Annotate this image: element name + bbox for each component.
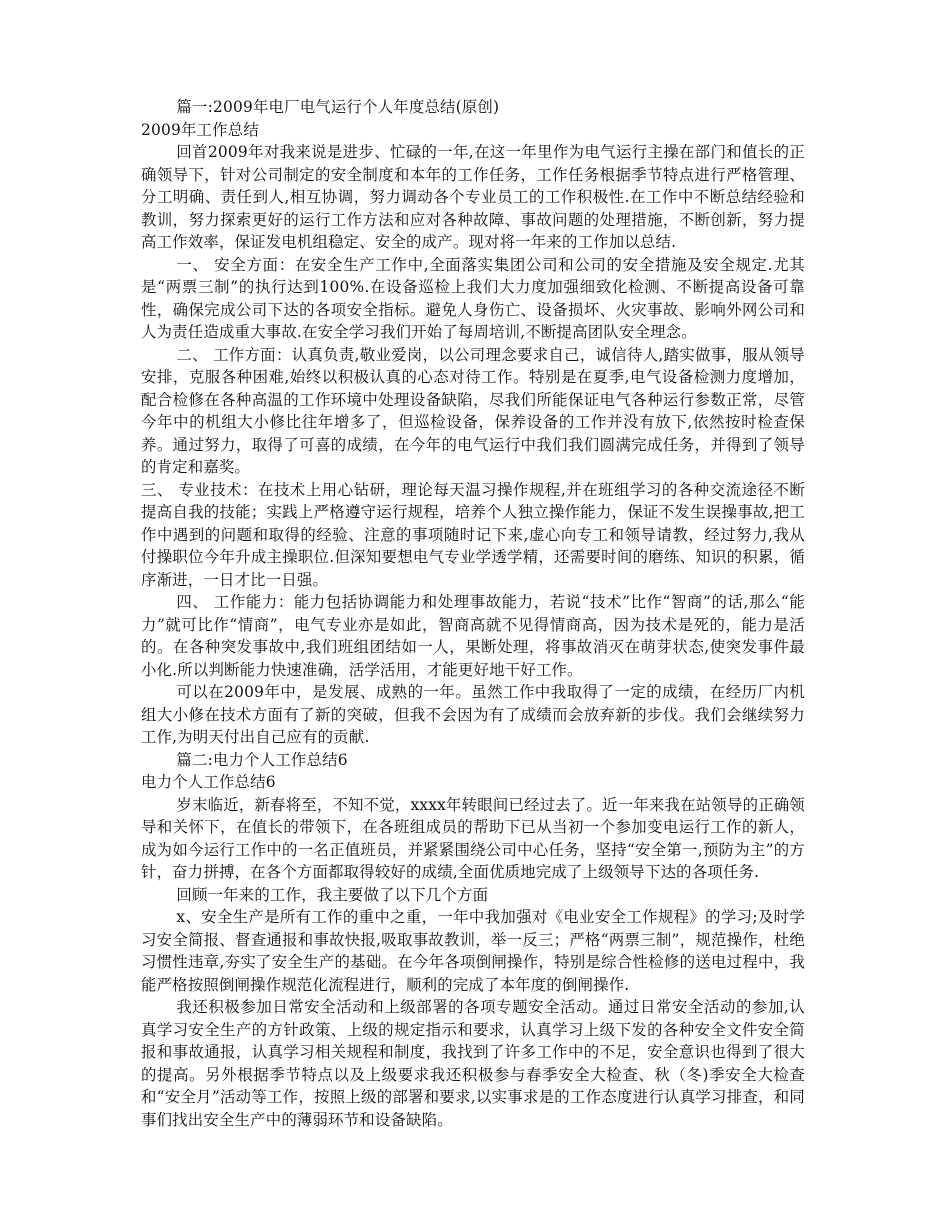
article1-subheading: 2009年工作总结	[141, 120, 259, 139]
article1-paragraph-ability: 四、 工作能力：能力包括协调能力和处理事故能力，若说“技术”比作“智商”的话,那么“能力”就可比作“情商”，电气专业亦是如此，智商高就不见得情商高，因为技术是死的，能力是活的。在各种突发事故中,我们班组团结如一人，果断处理，将事故消灭在萌芽状态,使突发事件最小化.所以判断能力快速准确，活学活用，才能更好地干好工作。	[141, 593, 805, 679]
article2-paragraph-intro: 岁末临近，新春将至，不知不觉，xxxx年转眼间已经过去了。近一年来我在站领导的正确领导和关怀下，在值长的带领下，在各班组成员的帮助下已从当初一个参加变电运行工作的新人，成为如今运行工作中的一名正值班员，并紧紧围绕公司中心任务，坚持“安全第一,预防为主”的方针，奋力拼搏，在各个方面都取得较好的成绩,全面优质地完成了上级领导下达的各项任务.	[141, 795, 805, 881]
article1-paragraph-technical: 三、 专业技术：在技术上用心钻研，理论每天温习操作规程,并在班组学习的各种交流途径不断提高自我的技能；实践上严格遵守运行规程，培养个人独立操作能力，保证不发生误操事故,把工作中遇到的问题和取得的经验、注意的事项随时记下来,虚心向专工和领导请教，经过努力,我从付操职位今年升成主操职位.但深知要想电气专业学透学精，还需要时间的磨练、知识的积累，循序渐进，一日才比一日强。	[141, 480, 805, 589]
article2-subheading: 电力个人工作总结6	[141, 773, 276, 791]
article2-paragraph-safety-activities: 我还积极参加日常安全活动和上级部署的各项专题安全活动。通过日常安全活动的参加,认真学习安全生产的方针政策、上级的规定指示和要求，认真学习上级下发的各种安全文件安全简报和事故通报，认真学习相关规程和制度，我找到了许多工作中的不足，安全意识也得到了很大的提高。另外根据季节特点以及上级要求我还积极参与春季安全大检查、秋（冬)季安全大检查和“安全月”活动等工作，按照上级的部署和要求,以实事求是的工作态度进行认真学习排查，和同事们找出安全生产中的薄弱环节和设备缺陷。	[141, 998, 805, 1129]
document-page	[141, 96, 805, 1131]
article2-paragraph-safety-production: x、安全生产是所有工作的重中之重，一年中我加强对《电业安全工作规程》的学习;及时学习安全简报、督查通报和事故快报,吸取事故教训，举一反三；严格“两票三制”，规范操作，杜绝习惯性违章,夯实了安全生产的基础。在今年各项倒闸操作，特别是综合性检修的送电过程中，我能严格按照倒闸操作规范化流程进行，顺利的完成了本年度的倒闸操作.	[141, 908, 805, 994]
article1-paragraph-work: 二、 工作方面：认真负责,敬业爱岗，以公司理念要求自己，诚信待人,踏实做事，服从领导安排，克服各种困难,始终以积极认真的心态对待工作。特别是在夏季,电气设备检测力度增加，配合检修在各种高温的工作环境中处理设备缺陷，尽我们所能保证电气各种运行参数正常，尽管今年中的机组大小修比往年增多了，但巡检设备，保养设备的工作并没有放下,依然按时检查保养。通过努力，取得了可喜的成绩，在今年的电气运行中我们我们圆满完成任务，并得到了领导的肯定和嘉奖。	[141, 345, 805, 476]
article2-heading: 篇二:电力个人工作总结6	[176, 750, 348, 769]
article1-paragraph-intro: 回首2009年对我来说是进步、忙碌的一年,在这一年里作为电气运行主操在部门和值长的正确领导下，针对公司制定的安全制度和本年的工作任务，工作任务根据季节特点进行严格管理、分工明确、责任到人,相互协调，努力调动各个专业员工的工作积极性.在工作中不断总结经验和教训，努力探索更好的运行工作方法和应对各种故障、事故问题的处理措施，不断创新，努力提高工作效率，保证发电机组稳定、安全的成产。现对将一年来的工作加以总结.	[141, 143, 805, 251]
article1-paragraph-safety: 一、 安全方面：在安全生产工作中,全面落实集团公司和公司的安全措施及安全规定.尤其是“两票三制”的执行达到100%.在设备巡检上我们大力度加强细致化检测、不断提高设备可靠性，确保完成公司下达的各项安全指标。避免人身伤亡、设备损坏、火灾事故、影响外网公司和人为责任造成重大事故.在安全学习我们开始了每周培训,不断提高团队安全理念。	[141, 255, 805, 341]
article1-heading: 篇一:2009年电厂电气运行个人年度总结(原创)	[176, 98, 500, 116]
article1-paragraph-conclusion: 可以在2009年中，是发展、成熟的一年。虽然工作中我取得了一定的成绩，在经历厂内机组大小修在技术方面有了新的突破，但我不会因为有了成绩而会放弃新的步伐。我们会继续努力工作,为明天付出自己应有的贡献.	[141, 683, 805, 746]
article2-paragraph-review: 回顾一年来的工作，我主要做了以下几个方面	[176, 885, 489, 904]
